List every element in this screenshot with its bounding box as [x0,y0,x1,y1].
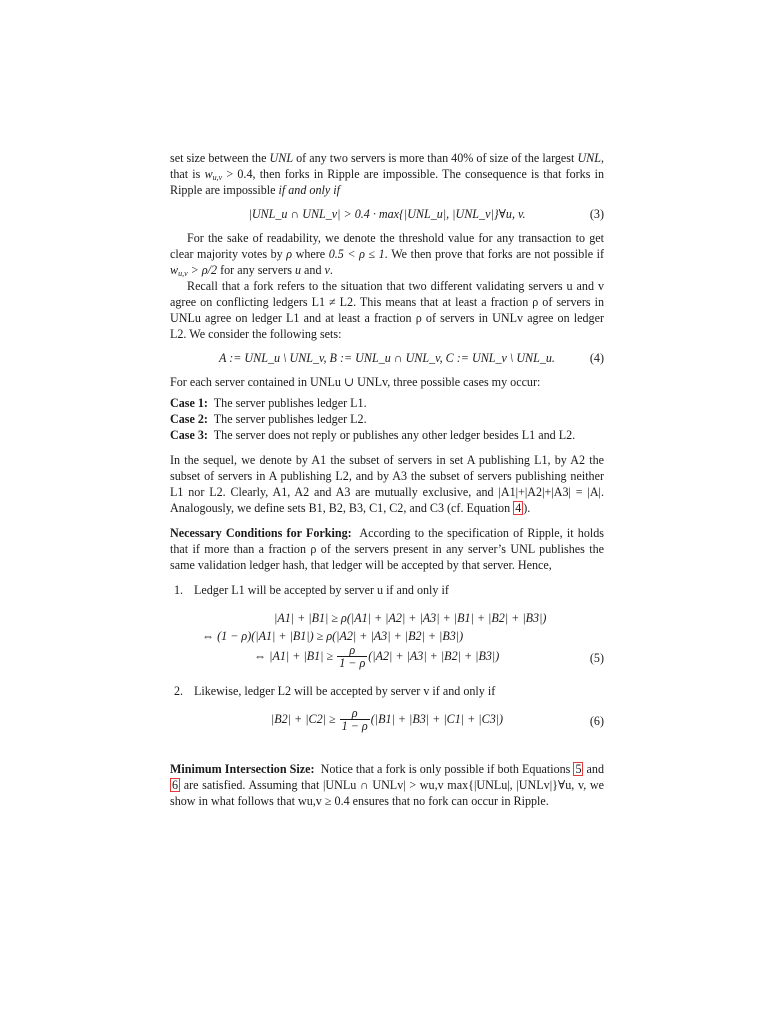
equation-6 [170,707,604,735]
case-item: Case 3: The server does not reply or publishes any other ledger besides L1 and L2. [170,428,576,442]
equation-body: |UNL_u ∩ UNL_v| > 0.4 · max{|UNL_u|, |UNL_v|}∀u, v. [248,207,526,221]
paragraph-threshold: For the sake of readability, we denote the threshold value for any transaction to get clear majority votes by ρ where 0.5 < ρ ≤ 1. We then prove that forks are not possible if $w_{u,v} > \rho/2$ for any servers u and v. [170,231,604,278]
paragraph-necessary-conditions: Necessary Conditions for Forking: According to the specification of Ripple, it holds that if more than a fraction ρ of the servers present in any server’s UNL publishes the same validation ledger hash, that ledger will be accepted by that server. Hence, [170,526,604,572]
equation-5 [170,606,604,670]
equation-3 [170,206,604,222]
emphasis-iff: if and only if [278,183,340,197]
equation-ref-link[interactable]: 6 [172,778,179,792]
fraction: $\frac{\rho}{1 - \rho}$ [341,706,368,733]
equation-ref-link[interactable]: 5 [575,762,582,776]
equation-body: A := UNL_u \ UNL_v, B := UNL_u ∩ UNL_v, C := UNL_v \ UNL_u. [219,351,555,365]
section-heading: Minimum Intersection Size: [170,762,315,776]
paragraph-cases-intro: For each server contained in UNLu ∪ UNLv, three possible cases my occur: [170,375,541,389]
equation-number: (5) [589,651,604,665]
equation-line: |A1| + |B1| ≥ ρ(|A1| + |A2| + |A3| + |B1| + |B2| + |B3|) [274,611,547,625]
equation-line: ⇔ (1 − ρ)(|A1| + |B1|) ≥ ρ(|A2| + |A3| + |B2| + |B3|) [202,629,464,643]
list-item: 2. Likewise, ledger L2 will be accepted by server v if and only if [174,684,496,698]
equation-body: |B2| + |C2| ≥ $\frac{\rho}{1 - \rho}$ (|B1| + |B3| + |C1| + |C3|) [270,706,504,733]
equation-number: (4) [589,351,604,365]
list-item: 1. Ledger L1 will be accepted by server u if and only if [174,583,449,597]
equation-number: (6) [589,714,604,728]
paragraph-min-intersection: Minimum Intersection Size: Notice that a fork is only possible if both Equations 5 and 6 are satisfied. Assuming that |UNLu ∩ UNLv| > wu,v max{|UNLu|, |UNLv|}∀u, v, we show in what follows that wu,v ≥ 0.4 ensures that no fork can occur in Ripple. [170,762,604,808]
fraction: $\frac{\rho}{1 - \rho}$ [339,643,366,670]
equation-line: ⇔ |A1| + |B1| ≥ $\frac{\rho}{1 - \rho}$ (|A2| + |A3| + |B2| + |B3|) [254,643,500,670]
cases-list [170,395,604,443]
paragraph-fork-definition: Recall that a fork refers to the situation that two different validating servers u and v agree on conflicting ledgers L1 ≠ L2. This means that at least a fraction ρ of servers in UNLu agree on ledger L1 and at least a fraction ρ of servers in UNLv agree on ledger L2. We consider the following sets: [170,279,604,341]
equation-number: (3) [589,207,604,221]
paper-page [170,150,604,809]
equation-ref-link[interactable]: 4 [515,501,522,515]
case-item: Case 2: The server publishes ledger L2. [170,412,367,426]
case-item: Case 1: The server publishes ledger L1. [170,396,367,410]
paragraph-subsets: In the sequel, we denote by A1 the subset of servers in set A publishing L1, by A2 the subset of servers in A publishing L2, and by A3 the subset of servers publishing neither L1 nor L2. Clearly, A1, A2 and A3 are mutually exclusive, and |A1|+|A2|+|A3| = |A|. Analogously, we define sets B1, B2, B3, C1, C2, and C3 (cf. Equation 4 ). [170,453,604,515]
equation-4 [170,350,604,366]
paragraph-intro: set size between the UNL of any two servers is more than 40% of size of the largest UNL, that is $w_{u,v} > 0.4$, then forks in Ripple are impossible. The consequence is that forks in Ripple are impossible if and only if [170,151,604,197]
section-heading: Necessary Conditions for Forking: [170,526,352,540]
